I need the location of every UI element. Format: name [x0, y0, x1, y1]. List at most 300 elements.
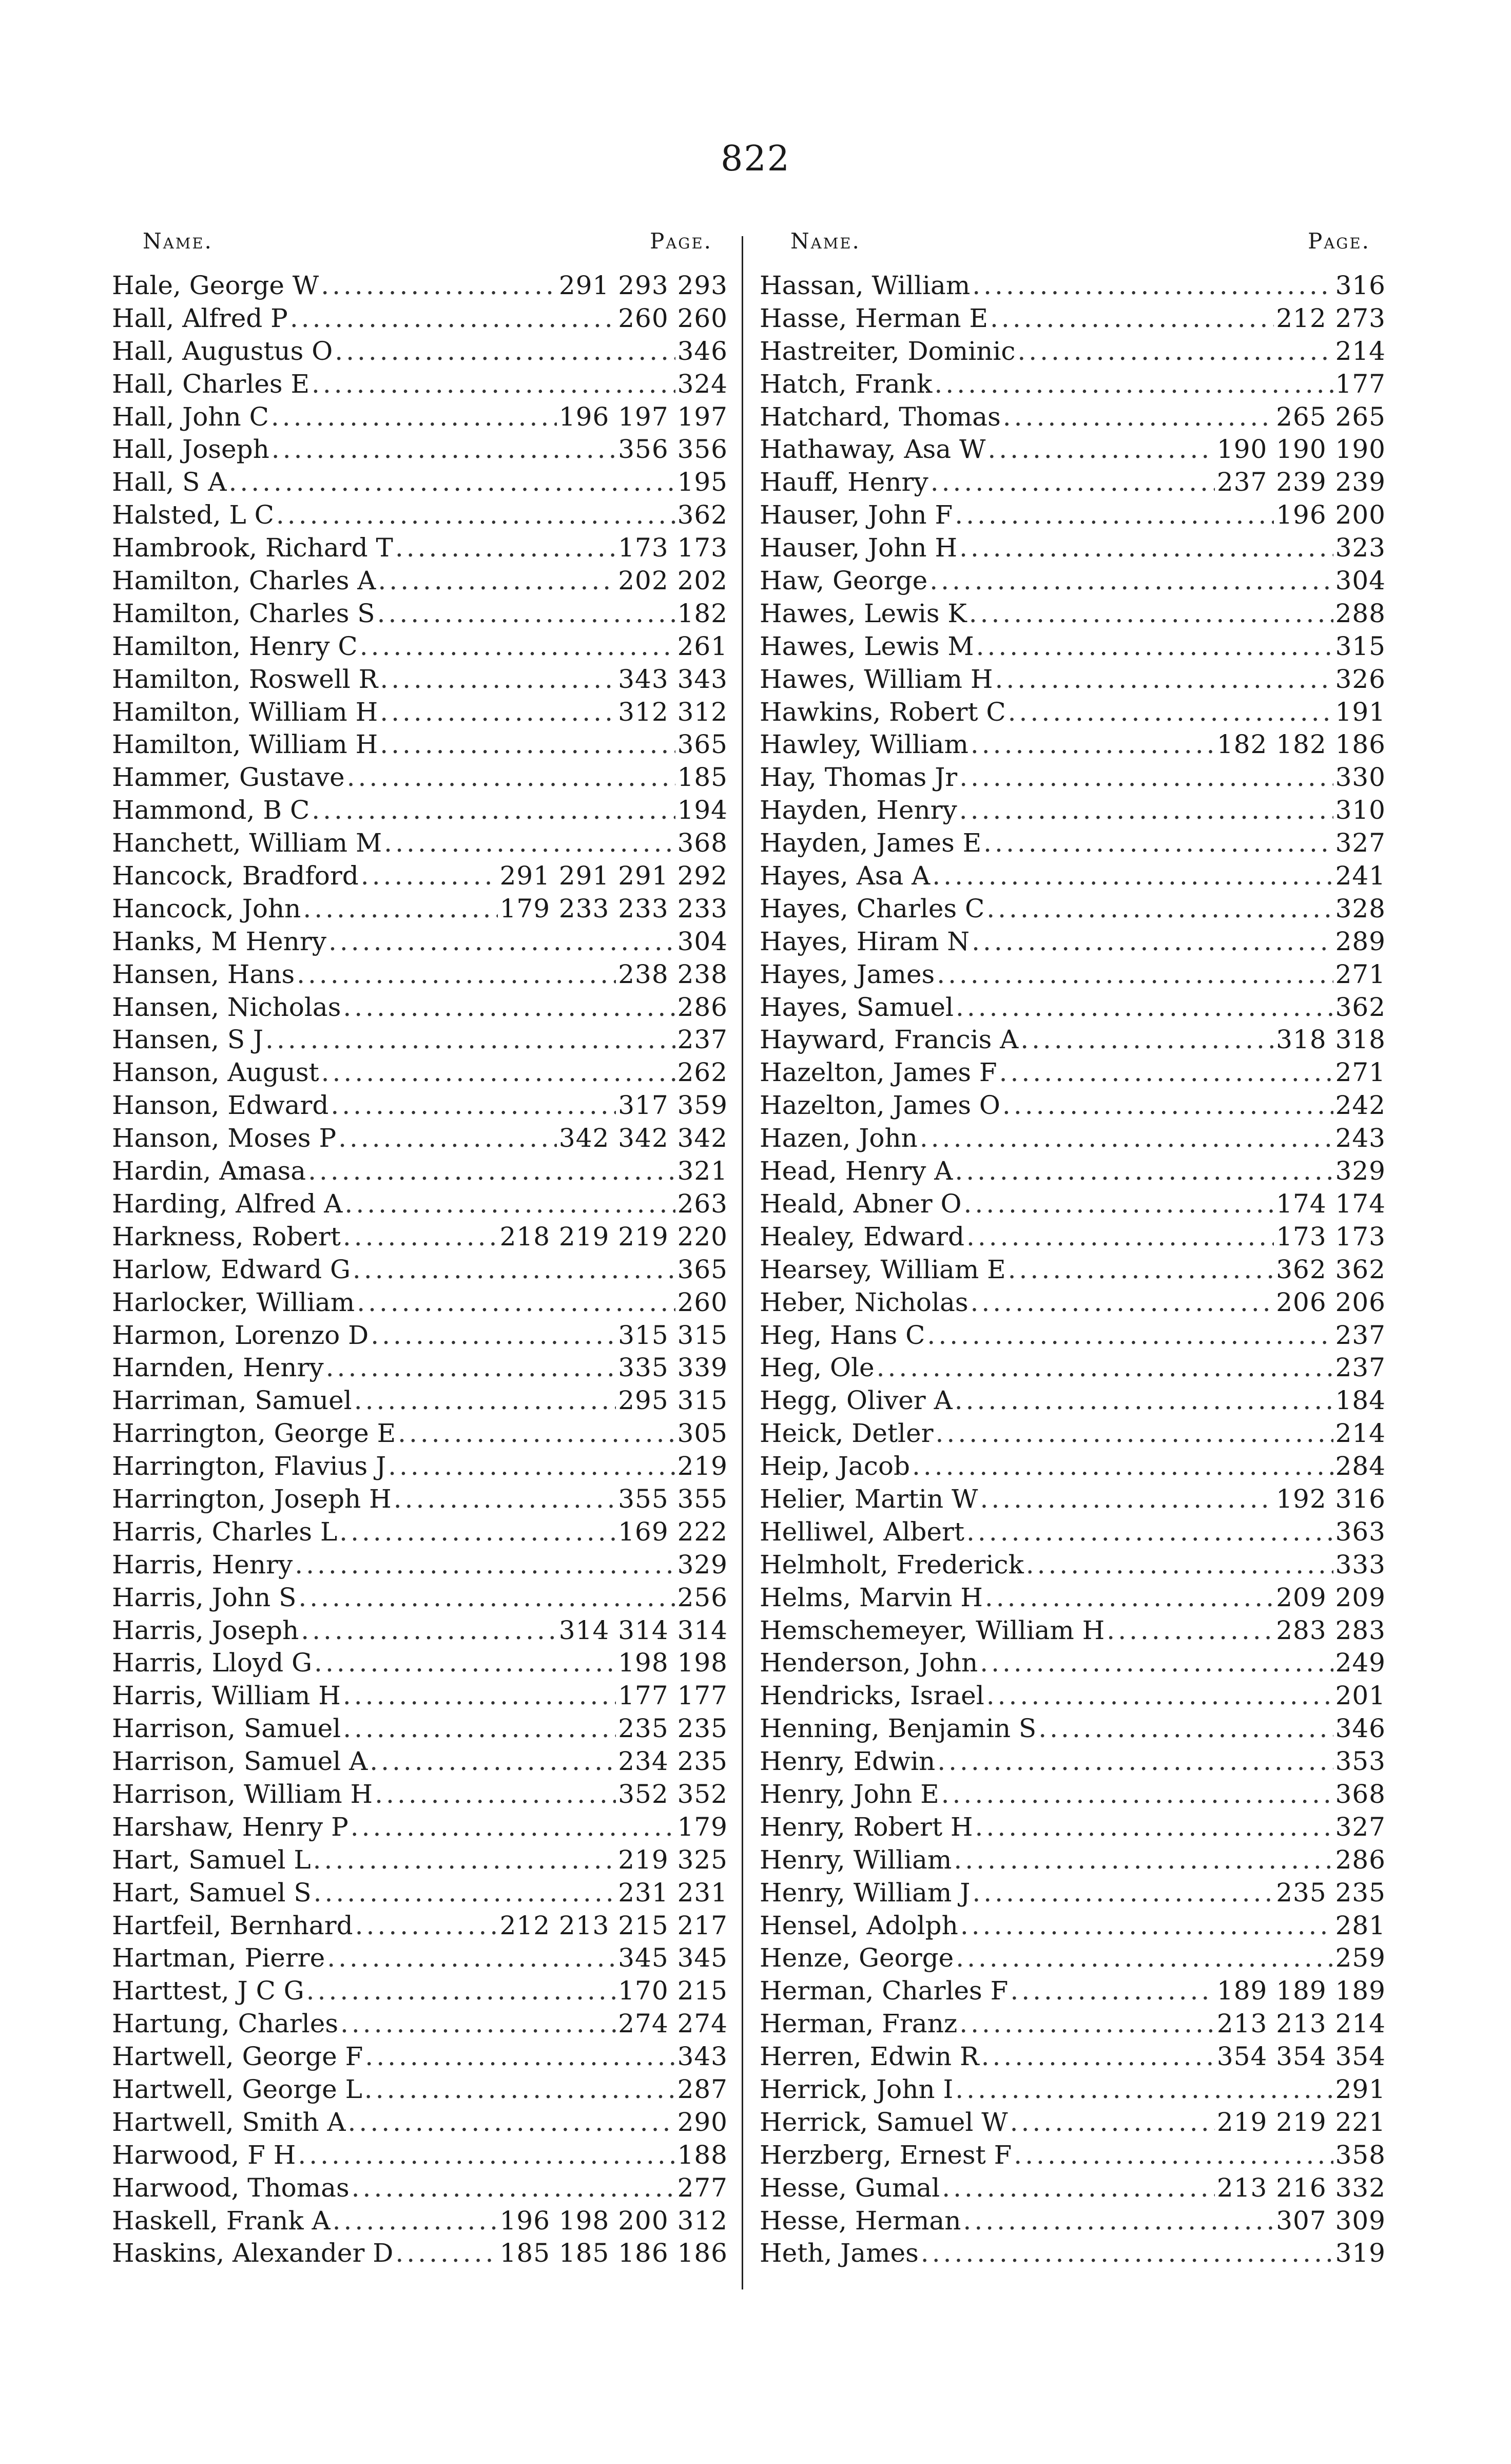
entry-pages: 265 265 [1276, 401, 1386, 432]
index-entry [112, 2172, 728, 2205]
column-header [760, 228, 1386, 270]
entry-pages: 260 260 [618, 303, 728, 333]
entry-pages: 213 216 332 [1216, 2172, 1386, 2203]
entry-pages: 365 [677, 729, 728, 760]
index-entry [112, 761, 728, 794]
index-entry [760, 2172, 1386, 2205]
dot-leader [921, 2237, 1333, 2270]
index-entry [112, 2237, 728, 2270]
entry-pages: 368 [677, 828, 728, 858]
dot-leader [971, 1286, 1274, 1319]
index-entry [112, 696, 728, 729]
dot-leader [1014, 2139, 1333, 2172]
entry-pages: 177 [1335, 369, 1386, 399]
entry-pages: 358 [1335, 2140, 1386, 2170]
entry-name: Harding, Alfred A [112, 1188, 343, 1219]
index-entry [112, 1516, 728, 1549]
dot-leader [995, 663, 1333, 696]
dot-leader [312, 794, 675, 827]
entry-name: Hauser, John F [760, 500, 953, 530]
entry-pages: 219 325 [618, 1844, 728, 1875]
entry-pages: 310 [1335, 795, 1386, 825]
entry-pages: 304 [677, 926, 728, 956]
index-entry [760, 1614, 1386, 1647]
entry-pages: 324 [677, 369, 728, 399]
entry-pages: 249 [1335, 1648, 1386, 1678]
index-entry [760, 728, 1386, 761]
entry-name: Henze, George [760, 1943, 954, 1973]
index-entry [112, 1254, 728, 1286]
entry-name: Hazelton, James O [760, 1090, 1000, 1121]
dot-leader [314, 1877, 616, 1910]
index-entry [112, 1712, 728, 1745]
dot-leader [980, 1647, 1333, 1680]
index-entry [760, 1712, 1386, 1745]
entry-name: Hamilton, Henry C [112, 631, 358, 661]
entry-name: Hawes, Lewis K [760, 598, 967, 628]
index-entry [760, 761, 1386, 794]
dot-leader [378, 565, 616, 598]
entry-name: Hatch, Frank [760, 369, 933, 399]
entry-pages: 362 362 [1276, 1254, 1386, 1284]
entry-pages: 191 [1335, 697, 1386, 727]
entry-pages: 346 [677, 336, 728, 366]
entry-name: Harris, Joseph [112, 1615, 299, 1645]
index-entry [112, 1352, 728, 1384]
entry-pages: 188 [677, 2140, 728, 2170]
entry-pages: 261 [677, 631, 728, 661]
entry-pages: 274 274 [618, 2009, 728, 2039]
dot-leader [321, 270, 557, 302]
dot-leader [380, 696, 616, 729]
entry-pages: 321 [677, 1156, 728, 1186]
entry-name: Harrison, Samuel A [112, 1746, 368, 1777]
index-entry [760, 1647, 1386, 1680]
entry-name: Hall, Charles E [112, 369, 309, 399]
dot-leader [314, 1647, 616, 1680]
entry-name: Hendricks, Israel [760, 1681, 984, 1711]
index-entry [112, 794, 728, 827]
entry-name: Harlow, Edward G [112, 1254, 351, 1284]
dot-leader [377, 598, 675, 630]
entry-name: Herman, Franz [760, 2009, 958, 2039]
index-entry [112, 1155, 728, 1188]
dot-leader [956, 1942, 1333, 1975]
index-entry [760, 368, 1386, 401]
entry-pages: 212 213 215 217 [499, 1910, 728, 1940]
entry-name: Hayes, James [760, 959, 935, 989]
dot-leader [343, 991, 675, 1024]
dot-leader [375, 1778, 616, 1811]
entry-name: Harrison, Samuel [112, 1714, 341, 1744]
entry-pages: 368 [1335, 1779, 1386, 1809]
index-entry [112, 1549, 728, 1582]
index-entry [760, 1877, 1386, 1910]
entry-pages: 235 235 [618, 1714, 728, 1744]
entry-pages: 271 [1335, 1057, 1386, 1088]
dot-leader [966, 1221, 1274, 1254]
dot-leader [1008, 1254, 1274, 1286]
entry-name: Hemschemeyer, William H [760, 1615, 1105, 1645]
entry-name: Harwood, F H [112, 2140, 296, 2170]
entry-pages: 256 [677, 1582, 728, 1612]
dot-leader [352, 2172, 675, 2205]
dot-leader [959, 532, 1333, 565]
entry-name: Henry, William [760, 1844, 952, 1875]
index-entry [112, 1417, 728, 1450]
index-entry [760, 1352, 1386, 1384]
entry-name: Hayes, Hiram N [760, 926, 970, 956]
entry-name: Hansen, Nicholas [112, 992, 341, 1022]
entry-name: Hatchard, Thomas [760, 401, 1001, 432]
index-entry [112, 302, 728, 335]
index-entry [760, 2073, 1386, 2106]
index-entry [760, 1778, 1386, 1811]
index-entry [760, 1254, 1386, 1286]
index-entry [112, 1089, 728, 1122]
entry-name: Hanchett, William M [112, 828, 382, 858]
dot-leader [394, 1483, 616, 1516]
dot-leader [360, 630, 675, 663]
entry-name: Hartfeil, Bernhard [112, 1910, 353, 1940]
index-entry [760, 2139, 1386, 2172]
dot-leader [966, 1516, 1333, 1549]
entry-pages: 355 355 [618, 1484, 728, 1514]
index-entry [112, 532, 728, 565]
entry-pages: 241 [1335, 861, 1386, 891]
dot-leader [312, 368, 675, 401]
index-entry [112, 1614, 728, 1647]
index-entry [112, 1811, 728, 1844]
dot-leader [986, 1680, 1333, 1712]
entry-pages: 312 312 [618, 697, 728, 727]
name-header: Name. [790, 228, 861, 254]
entry-pages: 307 309 [1276, 2205, 1386, 2236]
entry-pages: 356 356 [618, 434, 728, 465]
entry-list [760, 270, 1386, 2270]
index-entry [112, 2008, 728, 2040]
entry-pages: 234 235 [618, 1746, 728, 1777]
dot-leader [353, 1254, 675, 1286]
index-entry [760, 1122, 1386, 1155]
entry-pages: 291 [1335, 2074, 1386, 2104]
index-entry [760, 958, 1386, 991]
entry-name: Helliwel, Albert [760, 1516, 965, 1547]
index-entry [760, 532, 1386, 565]
index-entry [760, 598, 1386, 630]
entry-name: Hamilton, Charles S [112, 598, 375, 628]
entry-name: Haskell, Frank A [112, 2205, 331, 2236]
dot-leader [956, 991, 1333, 1024]
index-entry [112, 2205, 728, 2238]
index-entry [760, 2237, 1386, 2270]
dot-leader [1003, 401, 1274, 434]
entry-name: Halsted, L C [112, 500, 274, 530]
entry-name: Heber, Nicholas [760, 1287, 968, 1317]
entry-name: Hale, George W [112, 271, 319, 300]
entry-pages: 363 [1335, 1516, 1386, 1547]
dot-leader [960, 1910, 1333, 1942]
entry-pages: 242 [1335, 1090, 1386, 1121]
entry-pages: 318 318 [1276, 1025, 1386, 1055]
dot-leader [343, 1712, 616, 1745]
dot-leader [980, 1483, 1274, 1516]
entry-name: Harrington, Flavius J [112, 1451, 386, 1481]
index-entry [112, 1384, 728, 1417]
entry-name: Hanson, Edward [112, 1090, 329, 1121]
entry-pages: 237 [1335, 1353, 1386, 1383]
entry-pages: 219 [677, 1451, 728, 1481]
page-number: 822 [721, 139, 790, 179]
dot-leader [321, 1056, 675, 1089]
dot-leader [303, 893, 497, 926]
entry-name: Herrick, John I [760, 2074, 954, 2104]
entry-name: Hartwell, George L [112, 2074, 362, 2104]
dot-leader [271, 401, 557, 434]
dot-leader [1010, 2106, 1215, 2139]
entry-pages: 330 [1335, 762, 1386, 793]
dot-leader [348, 2106, 675, 2139]
index-entry [760, 1582, 1386, 1614]
entry-name: Hawes, Lewis M [760, 631, 974, 661]
entry-pages: 174 174 [1276, 1188, 1386, 1219]
entry-name: Healey, Edward [760, 1221, 964, 1252]
dot-leader [929, 565, 1333, 598]
dot-leader [361, 860, 498, 893]
entry-name: Hawes, William H [760, 664, 993, 694]
dot-leader [959, 794, 1333, 827]
dot-leader [976, 630, 1333, 663]
entry-pages: 196 200 [1276, 500, 1386, 530]
dot-leader [955, 1384, 1333, 1417]
index-entry [112, 1844, 728, 1877]
index-entry [760, 1680, 1386, 1712]
index-entry [112, 1319, 728, 1352]
index-entry [760, 302, 1386, 335]
entry-name: Hawley, William [760, 729, 968, 760]
dot-leader [959, 761, 1333, 794]
entry-name: Hancock, John [112, 893, 301, 923]
dot-leader [297, 958, 616, 991]
entry-pages: 288 [1335, 598, 1386, 628]
index-entry [112, 860, 728, 893]
entry-name: Harriman, Samuel [112, 1385, 352, 1416]
entry-pages: 189 189 189 [1216, 1976, 1386, 2006]
entry-name: Hartwell, Smith A [112, 2107, 346, 2137]
entry-name: Hall, Augustus O [112, 336, 333, 366]
page-header: Page. [650, 228, 712, 254]
dot-leader [326, 1352, 616, 1384]
entry-name: Harrington, George E [112, 1418, 396, 1449]
entry-pages: 169 222 [618, 1516, 728, 1547]
index-entry [760, 663, 1386, 696]
entry-pages: 343 343 [618, 664, 728, 694]
entry-name: Harrington, Joseph H [112, 1484, 392, 1514]
entry-name: Hart, Samuel L [112, 1844, 311, 1875]
entry-name: Harwood, Thomas [112, 2172, 350, 2203]
entry-pages: 316 [1335, 271, 1386, 300]
entry-name: Hartwell, George F [112, 2042, 363, 2072]
entry-pages: 352 352 [618, 1779, 728, 1809]
dot-leader [932, 860, 1333, 893]
entry-pages: 295 315 [618, 1385, 728, 1416]
dot-leader [912, 1450, 1333, 1483]
entry-name: Hall, Alfred P [112, 303, 288, 333]
index-entry [112, 1188, 728, 1221]
entry-pages: 195 [677, 467, 728, 497]
entry-name: Helms, Marvin H [760, 1582, 983, 1612]
dot-leader [972, 270, 1333, 302]
entry-pages: 329 [1335, 1156, 1386, 1186]
entry-pages: 202 202 [618, 566, 728, 596]
index-entry [760, 1844, 1386, 1877]
dot-leader [971, 728, 1215, 761]
entry-pages: 170 215 [618, 1976, 728, 2006]
index-entry [112, 1286, 728, 1319]
entry-list [112, 270, 728, 2270]
dot-leader [298, 2139, 675, 2172]
index-entry [112, 1975, 728, 2008]
entry-pages: 286 [677, 992, 728, 1022]
entry-pages: 179 [677, 1812, 728, 1842]
index-entry [760, 433, 1386, 466]
index-entry [112, 1778, 728, 1811]
entry-pages: 185 [677, 762, 728, 793]
dot-leader [987, 433, 1215, 466]
index-entry [760, 827, 1386, 860]
dot-leader [972, 926, 1333, 958]
entry-pages: 260 [677, 1287, 728, 1317]
entry-name: Herren, Edwin R [760, 2042, 979, 2072]
dot-leader [343, 1221, 498, 1254]
entry-pages: 281 [1335, 1910, 1386, 1940]
index-entry [760, 335, 1386, 368]
index-entry [112, 1024, 728, 1056]
entry-name: Herrick, Samuel W [760, 2107, 1008, 2137]
entry-pages: 286 [1335, 1844, 1386, 1875]
dot-leader [301, 1614, 557, 1647]
entry-name: Heth, James [760, 2238, 919, 2268]
entry-pages: 243 [1335, 1123, 1386, 1153]
dot-leader [1107, 1614, 1274, 1647]
entry-pages: 198 198 [618, 1648, 728, 1678]
index-entry [760, 794, 1386, 827]
entry-pages: 184 [1335, 1385, 1386, 1416]
entry-name: Hamilton, Charles A [112, 566, 376, 596]
dot-leader [327, 1942, 616, 1975]
index-entry [112, 1647, 728, 1680]
dot-leader [1010, 1975, 1215, 2008]
index-entry [112, 1056, 728, 1089]
index-entry [760, 499, 1386, 532]
index-entry [112, 1877, 728, 1910]
dot-leader [955, 2073, 1333, 2106]
index-entry [112, 2106, 728, 2139]
index-entry [760, 1024, 1386, 1056]
entry-pages: 362 [1335, 992, 1386, 1022]
dot-leader [313, 1844, 616, 1877]
entry-pages: 190 190 190 [1216, 434, 1386, 465]
index-entry [760, 991, 1386, 1024]
entry-name: Hamilton, Roswell R [112, 664, 378, 694]
entry-pages: 290 [677, 2107, 728, 2137]
index-entry [112, 499, 728, 532]
dot-leader [343, 1680, 616, 1712]
entry-name: Heg, Hans C [760, 1320, 925, 1350]
index-entry [112, 466, 728, 499]
entry-name: Hayward, Francis A [760, 1025, 1019, 1055]
entry-pages: 263 [677, 1188, 728, 1219]
index-entry [760, 1942, 1386, 1975]
index-entry [760, 926, 1386, 958]
dot-leader [328, 926, 675, 958]
dot-leader [920, 1122, 1333, 1155]
entry-name: Henning, Benjamin S [760, 1714, 1037, 1744]
index-entry [760, 630, 1386, 663]
entry-name: Hanks, M Henry [112, 926, 326, 956]
entry-pages: 323 [1335, 533, 1386, 563]
entry-name: Harlocker, William [112, 1287, 355, 1317]
entry-pages: 319 [1335, 2238, 1386, 2268]
entry-pages: 283 283 [1276, 1615, 1386, 1645]
entry-name: Heip, Jacob [760, 1451, 910, 1481]
dot-leader [344, 1188, 675, 1221]
entry-name: Hardin, Amasa [112, 1156, 306, 1186]
dot-leader [927, 1319, 1333, 1352]
dot-leader [959, 2008, 1215, 2040]
entry-pages: 237 [677, 1025, 728, 1055]
entry-name: Hauser, John H [760, 533, 958, 563]
entry-pages: 219 219 221 [1216, 2107, 1386, 2137]
entry-pages: 212 273 [1276, 303, 1386, 333]
entry-pages: 271 [1335, 959, 1386, 989]
entry-name: Hathaway, Asa W [760, 434, 986, 465]
entry-pages: 346 [1335, 1714, 1386, 1744]
entry-pages: 237 239 239 [1216, 467, 1386, 497]
entry-pages: 277 [677, 2172, 728, 2203]
entry-name: Hayes, Samuel [760, 992, 954, 1022]
index-entry [112, 991, 728, 1024]
entry-name: Hall, John C [112, 401, 269, 432]
index-entry [760, 1221, 1386, 1254]
entry-pages: 315 315 [618, 1320, 728, 1350]
entry-pages: 284 [1335, 1451, 1386, 1481]
dot-leader [395, 2237, 497, 2270]
dot-leader [384, 827, 675, 860]
entry-pages: 333 [1335, 1549, 1386, 1580]
index-column-right [760, 228, 1386, 2270]
index-entry [112, 1582, 728, 1614]
dot-leader [937, 1745, 1333, 1778]
entry-name: Helier, Martin W [760, 1484, 978, 1514]
index-entry [112, 1221, 728, 1254]
dot-leader [298, 1582, 675, 1614]
entry-name: Hazen, John [760, 1123, 918, 1153]
index-entry [760, 1483, 1386, 1516]
entry-name: Hall, S A [112, 467, 227, 497]
entry-pages: 214 [1335, 1418, 1386, 1449]
entry-name: Hansen, Hans [112, 959, 295, 989]
index-entry [760, 565, 1386, 598]
entry-name: Hall, Joseph [112, 434, 269, 465]
entry-name: Harris, Lloyd G [112, 1648, 313, 1678]
entry-pages: 185 185 186 186 [499, 2238, 728, 2268]
entry-name: Hesse, Herman [760, 2205, 961, 2236]
index-entry [112, 368, 728, 401]
entry-name: Hensel, Adolph [760, 1910, 958, 1940]
dot-leader [398, 1417, 675, 1450]
name-header: Name. [143, 228, 213, 254]
